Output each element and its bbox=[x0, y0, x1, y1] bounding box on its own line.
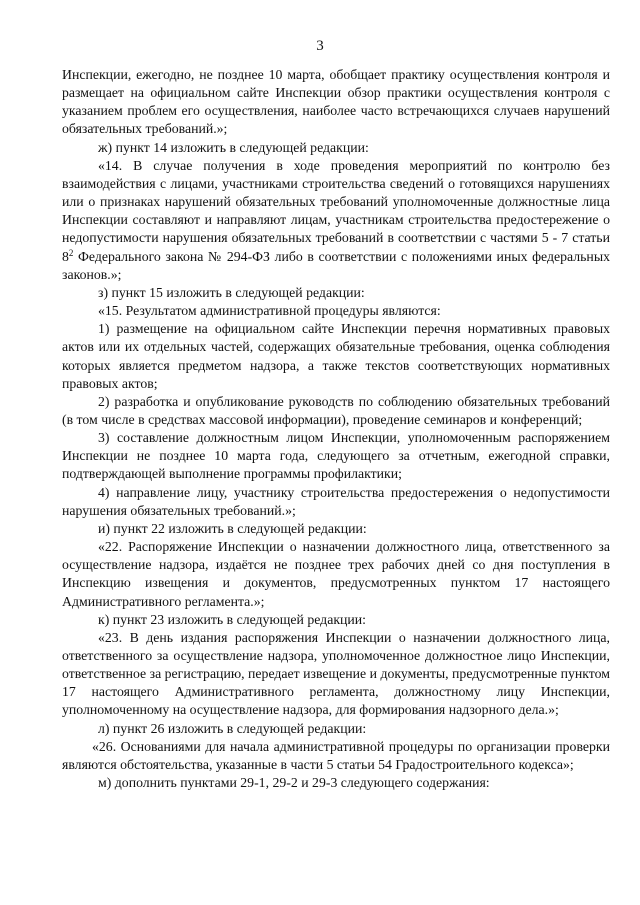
paragraph-amend-item-23: к) пункт 23 изложить в следующей редакции: bbox=[98, 611, 367, 627]
paragraph-amend-item-22: и) пункт 22 изложить в следующей редакции: bbox=[98, 520, 367, 536]
page-number: 3 bbox=[316, 38, 324, 54]
paragraph-inspection-practice: Инспекции, ежегодно, не позднее 10 марта, обобщает практику осуществления контроля и размещает на официальном сайте Инспекции обзор практики осуществления контроля с указанием проблем его осуществления, наиболее часто встречающихся случаев нарушений обязательных требований.»; bbox=[62, 67, 610, 137]
article-superscript: 2 bbox=[68, 247, 74, 258]
paragraph-amend-item-15: з) пункт 15 изложить в следующей редакции: bbox=[98, 284, 365, 300]
list-item-4: 4) направление лицу, участнику строительства предостережения о недопустимости нарушения обязательных требований.»; bbox=[62, 484, 610, 518]
paragraph-item-23-text: «23. В день издания распоряжения Инспекции о назначении должностного лица, ответственного за осуществление надзора, уполномоченное должностное лицо Инспекции, ответственное за регистрацию, передает извещение и документы, предусмотренные пунктом 17 настоящего Административного регламента, должностному лицу Инспекции, уполномоченному на осуществление надзора, для формирования надзорного дела.»; bbox=[62, 629, 610, 718]
paragraph-item-15-heading: «15. Результатом административной процедуры являются: bbox=[98, 303, 441, 319]
list-item-3: 3) составление должностным лицом Инспекции, уполномоченным распоряжением Инспекции не позднее 10 марта года, следующего за отчетным, ежегодной справки, подтверждающей выполнение программы профилактики; bbox=[62, 430, 610, 482]
paragraph-add-items-29: м) дополнить пунктами 29-1, 29-2 и 29-3 следующего содержания: bbox=[98, 775, 490, 791]
paragraph-item-14-text bbox=[62, 157, 610, 284]
paragraph-amend-item-26: л) пункт 26 изложить в следующей редакции: bbox=[98, 720, 367, 736]
list-item-1: 1) размещение на официальном сайте Инспекции перечня нормативных правовых актов или их отдельных частей, содержащих обязательные требования, оценка соблюдения которых является предметом надзора, а также текстов соответствующих нормативных правовых актов; bbox=[62, 321, 610, 391]
paragraph-amend-item-14: ж) пункт 14 изложить в следующей редакции: bbox=[98, 139, 369, 155]
paragraph-item-26-text: «26. Основаниями для начала административной процедуры по организации проверки являются обстоятельства, указанные в части 5 статьи 54 Градостроительного кодекса»; bbox=[62, 738, 610, 772]
paragraph-item-22-text: «22. Распоряжение Инспекции о назначении должностного лица, ответственного за осуществление надзора, издаётся не позднее трех рабочих дней со дня поступления в Инспекцию извещения и документов, предусмотренных пунктом 17 настоящего Административного регламента.»; bbox=[62, 539, 610, 609]
document-body bbox=[62, 66, 610, 792]
list-item-2: 2) разработка и опубликование руководств по соблюдению обязательных требований (в том числе в средствах массовой информации), проведение семинаров и конференций; bbox=[62, 393, 610, 427]
item-14-text-part1: «14. В случае получения в ходе проведения мероприятий по контролю без взаимодействия с лицами, участниками строительства сведений о готовящихся нарушениях или о признаках нарушений обязательных требований уполномоченные должностные лица Инспекции составляют и направляют лицам, участникам строительства предостережение о недопустимости нарушения обязательных требований в соответствии с частями 5 - 7 статьи 8 bbox=[62, 157, 610, 264]
item-14-text-part2: Федерального закона № 294-ФЗ либо в соответствии с положениями иных федеральных законов.»; bbox=[62, 248, 610, 282]
